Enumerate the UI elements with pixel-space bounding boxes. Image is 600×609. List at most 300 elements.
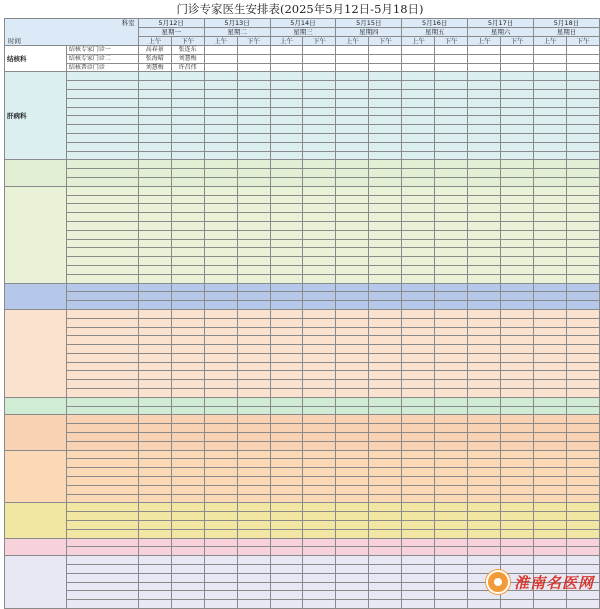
- doctor-cell: [468, 327, 501, 336]
- weekday-header: 星期四: [336, 28, 402, 37]
- doctor-cell: [270, 503, 303, 512]
- clinic-cell: [66, 538, 138, 547]
- doctor-cell: [369, 301, 402, 310]
- doctor-cell: [468, 160, 501, 169]
- doctor-cell: [468, 424, 501, 433]
- table-row: [5, 63, 600, 72]
- doctor-cell: [402, 169, 435, 178]
- doctor-cell: [270, 433, 303, 442]
- doctor-cell: [237, 213, 270, 222]
- clinic-cell: [66, 433, 138, 442]
- doctor-cell: [303, 98, 336, 107]
- clinic-cell: [66, 450, 138, 459]
- doctor-cell: [336, 107, 369, 116]
- doctor-cell: [402, 397, 435, 406]
- doctor-cell: [270, 230, 303, 239]
- doctor-cell: [435, 591, 468, 600]
- doctor-cell: [402, 213, 435, 222]
- doctor-cell: [369, 573, 402, 582]
- doctor-cell: [204, 512, 237, 521]
- weekday-header: 星期六: [468, 28, 534, 37]
- doctor-cell: [270, 521, 303, 530]
- doctor-cell: [435, 468, 468, 477]
- doctor-cell: [237, 538, 270, 547]
- doctor-cell: [204, 133, 237, 142]
- doctor-cell: [237, 459, 270, 468]
- doctor-cell: [336, 485, 369, 494]
- table-row: [5, 318, 600, 327]
- doctor-cell: [303, 565, 336, 574]
- doctor-cell: [303, 230, 336, 239]
- doctor-cell: [501, 406, 534, 415]
- doctor-cell: [303, 556, 336, 565]
- doctor-cell: [534, 265, 567, 274]
- doctor-cell: [336, 160, 369, 169]
- doctor-cell: [204, 72, 237, 81]
- doctor-cell: [468, 195, 501, 204]
- doctor-cell: [204, 116, 237, 125]
- doctor-cell: [468, 468, 501, 477]
- doctor-cell: [534, 274, 567, 283]
- date-header: 5月18日: [534, 19, 600, 28]
- doctor-cell: [534, 503, 567, 512]
- doctor-cell: [270, 151, 303, 160]
- doctor-cell: [336, 248, 369, 257]
- doctor-cell: [237, 424, 270, 433]
- clinic-cell: [66, 441, 138, 450]
- doctor-cell: [204, 345, 237, 354]
- doctor-cell: [138, 230, 171, 239]
- doctor-cell: [237, 371, 270, 380]
- doctor-cell: [237, 125, 270, 134]
- site-watermark: [486, 570, 594, 594]
- doctor-cell: [534, 485, 567, 494]
- doctor-cell: [534, 389, 567, 398]
- doctor-cell: [435, 98, 468, 107]
- doctor-cell: [369, 151, 402, 160]
- doctor-cell: [566, 477, 599, 486]
- doctor-cell: [171, 248, 204, 257]
- doctor-cell: [237, 389, 270, 398]
- date-header: 5月16日: [402, 19, 468, 28]
- doctor-cell: [270, 494, 303, 503]
- doctor-cell: [336, 177, 369, 186]
- clinic-cell: [66, 397, 138, 406]
- doctor-cell: [204, 46, 237, 55]
- doctor-cell: [435, 371, 468, 380]
- table-row: [5, 301, 600, 310]
- doctor-cell: [138, 81, 171, 90]
- doctor-cell: [566, 116, 599, 125]
- doctor-cell: [402, 327, 435, 336]
- clinic-cell: [66, 380, 138, 389]
- doctor-cell: [402, 230, 435, 239]
- doctor-cell: [566, 433, 599, 442]
- doctor-cell: [303, 538, 336, 547]
- doctor-cell: [204, 459, 237, 468]
- doctor-cell: [468, 389, 501, 398]
- doctor-cell: [435, 380, 468, 389]
- doctor-cell: [468, 204, 501, 213]
- doctor-cell: [369, 345, 402, 354]
- doctor-cell: [303, 133, 336, 142]
- doctor-cell: [566, 309, 599, 318]
- doctor-cell: [501, 63, 534, 72]
- department-cell: [5, 556, 67, 609]
- doctor-cell: [171, 556, 204, 565]
- weekday-header: 星期日: [534, 28, 600, 37]
- pm-header: 下午: [237, 37, 270, 46]
- doctor-cell: [237, 406, 270, 415]
- doctor-cell: [303, 248, 336, 257]
- doctor-cell: [566, 362, 599, 371]
- doctor-cell: [468, 265, 501, 274]
- doctor-cell: [138, 142, 171, 151]
- doctor-cell: [204, 89, 237, 98]
- doctor-cell: [468, 98, 501, 107]
- doctor-cell: [566, 257, 599, 266]
- doctor-cell: [402, 433, 435, 442]
- doctor-cell: [534, 309, 567, 318]
- doctor-cell: [402, 265, 435, 274]
- doctor-cell: [204, 177, 237, 186]
- doctor-cell: [336, 573, 369, 582]
- doctor-cell: [270, 116, 303, 125]
- doctor-cell: [501, 424, 534, 433]
- doctor-cell: [501, 81, 534, 90]
- doctor-cell: [566, 345, 599, 354]
- doctor-cell: [369, 415, 402, 424]
- doctor-cell: [369, 160, 402, 169]
- doctor-cell: [534, 213, 567, 222]
- doctor-cell: [435, 450, 468, 459]
- doctor-cell: [369, 406, 402, 415]
- doctor-cell: [138, 600, 171, 609]
- table-row: [5, 160, 600, 169]
- doctor-cell: [501, 380, 534, 389]
- doctor-cell: [138, 72, 171, 81]
- clinic-cell: [66, 512, 138, 521]
- doctor-cell: [435, 195, 468, 204]
- doctor-cell: [204, 81, 237, 90]
- department-cell: [5, 415, 67, 450]
- doctor-cell: [369, 81, 402, 90]
- doctor-cell: [171, 239, 204, 248]
- doctor-cell: [138, 450, 171, 459]
- doctor-cell: [171, 591, 204, 600]
- doctor-cell: [303, 345, 336, 354]
- doctor-cell: [138, 389, 171, 398]
- doctor-cell: [468, 248, 501, 257]
- doctor-cell: [336, 450, 369, 459]
- doctor-cell: [138, 406, 171, 415]
- doctor-cell: [566, 512, 599, 521]
- clinic-cell: [66, 248, 138, 257]
- doctor-cell: [171, 485, 204, 494]
- clinic-cell: [66, 309, 138, 318]
- doctor-cell: [566, 556, 599, 565]
- doctor-cell: [303, 353, 336, 362]
- department-cell: [5, 450, 67, 503]
- doctor-cell: [369, 565, 402, 574]
- doctor-cell: [270, 591, 303, 600]
- doctor-cell: [237, 98, 270, 107]
- doctor-cell: [369, 248, 402, 257]
- doctor-cell: [204, 274, 237, 283]
- doctor-cell: [402, 151, 435, 160]
- doctor-cell: [435, 133, 468, 142]
- doctor-cell: [501, 204, 534, 213]
- doctor-cell: [501, 477, 534, 486]
- doctor-cell: [534, 169, 567, 178]
- doctor-cell: [501, 89, 534, 98]
- doctor-cell: [270, 582, 303, 591]
- doctor-cell: [237, 292, 270, 301]
- table-row: [5, 441, 600, 450]
- doctor-cell: [435, 345, 468, 354]
- pm-header: 下午: [369, 37, 402, 46]
- doctor-cell: [204, 142, 237, 151]
- am-header: 上午: [270, 37, 303, 46]
- doctor-cell: [336, 547, 369, 556]
- doctor-cell: [237, 72, 270, 81]
- doctor-cell: [534, 81, 567, 90]
- doctor-cell: [534, 450, 567, 459]
- doctor-cell: [402, 81, 435, 90]
- doctor-cell: [566, 239, 599, 248]
- doctor-cell: [566, 274, 599, 283]
- doctor-cell: [303, 433, 336, 442]
- doctor-cell: [336, 503, 369, 512]
- doctor-cell: [534, 98, 567, 107]
- doctor-cell: [369, 336, 402, 345]
- table-row: [5, 600, 600, 609]
- doctor-cell: [468, 556, 501, 565]
- doctor-cell: [336, 54, 369, 63]
- clinic-cell: [66, 213, 138, 222]
- clinic-cell: [66, 327, 138, 336]
- doctor-cell: [171, 494, 204, 503]
- doctor-cell: [369, 98, 402, 107]
- doctor-cell: [171, 221, 204, 230]
- doctor-cell: [138, 503, 171, 512]
- doctor-cell: [237, 116, 270, 125]
- doctor-cell: [468, 353, 501, 362]
- doctor-cell: [237, 186, 270, 195]
- doctor-cell: [336, 477, 369, 486]
- doctor-cell: [138, 116, 171, 125]
- doctor-cell: [171, 186, 204, 195]
- doctor-cell: [501, 529, 534, 538]
- doctor-cell: [237, 573, 270, 582]
- doctor-cell: [402, 46, 435, 55]
- doctor-cell: [402, 107, 435, 116]
- doctor-cell: [534, 204, 567, 213]
- doctor-cell: [303, 380, 336, 389]
- doctor-cell: [270, 301, 303, 310]
- doctor-cell: [566, 380, 599, 389]
- doctor-cell: [204, 195, 237, 204]
- doctor-cell: [204, 327, 237, 336]
- doctor-cell: [566, 547, 599, 556]
- doctor-cell: [402, 345, 435, 354]
- doctor-cell: [501, 301, 534, 310]
- doctor-cell: [303, 204, 336, 213]
- doctor-cell: [435, 230, 468, 239]
- doctor-cell: [501, 274, 534, 283]
- doctor-cell: [435, 362, 468, 371]
- doctor-cell: [303, 336, 336, 345]
- doctor-cell: [468, 380, 501, 389]
- doctor-cell: [270, 556, 303, 565]
- doctor-cell: [138, 494, 171, 503]
- doctor-cell: [534, 415, 567, 424]
- department-cell: [5, 503, 67, 538]
- doctor-cell: [171, 433, 204, 442]
- doctor-cell: [534, 424, 567, 433]
- corner-dept-label: 科室: [121, 19, 135, 27]
- doctor-cell: [138, 547, 171, 556]
- doctor-cell: [138, 248, 171, 257]
- doctor-cell: [435, 327, 468, 336]
- doctor-cell: [138, 301, 171, 310]
- doctor-cell: [336, 116, 369, 125]
- doctor-cell: [270, 125, 303, 134]
- doctor-cell: [501, 441, 534, 450]
- doctor-cell: [237, 485, 270, 494]
- doctor-cell: [237, 309, 270, 318]
- doctor-cell: [303, 582, 336, 591]
- watermark-text: 淮南名医网: [513, 573, 594, 592]
- doctor-cell: [402, 362, 435, 371]
- doctor-cell: [534, 133, 567, 142]
- doctor-cell: [270, 353, 303, 362]
- doctor-cell: [303, 257, 336, 266]
- doctor-cell: [501, 309, 534, 318]
- doctor-cell: [336, 362, 369, 371]
- doctor-cell: [237, 142, 270, 151]
- clinic-cell: [66, 81, 138, 90]
- doctor-cell: [566, 151, 599, 160]
- doctor-cell: 张海晴: [138, 54, 171, 63]
- doctor-cell: [270, 547, 303, 556]
- doctor-cell: [468, 512, 501, 521]
- doctor-cell: [534, 538, 567, 547]
- doctor-cell: [501, 494, 534, 503]
- doctor-cell: [171, 309, 204, 318]
- doctor-cell: [204, 98, 237, 107]
- clinic-cell: [66, 125, 138, 134]
- doctor-cell: [303, 503, 336, 512]
- doctor-cell: [303, 371, 336, 380]
- clinic-cell: [66, 591, 138, 600]
- doctor-cell: [468, 459, 501, 468]
- doctor-cell: [468, 292, 501, 301]
- date-header-row: [5, 19, 600, 28]
- doctor-cell: [566, 160, 599, 169]
- pm-header: 下午: [566, 37, 599, 46]
- doctor-cell: [270, 133, 303, 142]
- doctor-cell: [501, 538, 534, 547]
- doctor-cell: [534, 406, 567, 415]
- doctor-cell: [204, 485, 237, 494]
- doctor-cell: [303, 274, 336, 283]
- doctor-cell: [402, 292, 435, 301]
- doctor-cell: [138, 424, 171, 433]
- doctor-cell: [237, 582, 270, 591]
- doctor-cell: [138, 565, 171, 574]
- doctor-cell: [303, 177, 336, 186]
- doctor-cell: 许昌伟: [171, 63, 204, 72]
- doctor-cell: [468, 213, 501, 222]
- am-header: 上午: [468, 37, 501, 46]
- doctor-cell: [369, 265, 402, 274]
- table-row: [5, 450, 600, 459]
- doctor-cell: [501, 257, 534, 266]
- doctor-cell: [435, 283, 468, 292]
- doctor-cell: [171, 265, 204, 274]
- doctor-cell: [204, 248, 237, 257]
- clinic-cell: [66, 415, 138, 424]
- doctor-cell: [336, 133, 369, 142]
- doctor-cell: [369, 521, 402, 530]
- doctor-cell: [534, 345, 567, 354]
- doctor-cell: [435, 81, 468, 90]
- doctor-cell: [534, 600, 567, 609]
- doctor-cell: [204, 230, 237, 239]
- doctor-cell: [204, 301, 237, 310]
- clinic-cell: [66, 169, 138, 178]
- table-row: [5, 468, 600, 477]
- doctor-cell: [303, 512, 336, 521]
- doctor-cell: [237, 397, 270, 406]
- doctor-cell: [566, 248, 599, 257]
- doctor-cell: [501, 142, 534, 151]
- doctor-cell: [270, 573, 303, 582]
- doctor-cell: [204, 151, 237, 160]
- doctor-cell: [171, 195, 204, 204]
- clinic-cell: 结核普诊门诊: [66, 63, 138, 72]
- doctor-cell: [369, 204, 402, 213]
- doctor-cell: [270, 169, 303, 178]
- doctor-cell: [468, 177, 501, 186]
- doctor-cell: [501, 327, 534, 336]
- doctor-cell: [204, 529, 237, 538]
- doctor-cell: [237, 600, 270, 609]
- doctor-cell: [501, 336, 534, 345]
- table-row: [5, 283, 600, 292]
- doctor-cell: [566, 485, 599, 494]
- doctor-cell: [402, 441, 435, 450]
- clinic-cell: [66, 362, 138, 371]
- doctor-cell: [336, 213, 369, 222]
- doctor-cell: [468, 142, 501, 151]
- doctor-cell: [501, 160, 534, 169]
- doctor-cell: [402, 54, 435, 63]
- doctor-cell: [138, 591, 171, 600]
- doctor-cell: [468, 450, 501, 459]
- doctor-cell: [138, 582, 171, 591]
- doctor-cell: [369, 600, 402, 609]
- date-header: 5月14日: [270, 19, 336, 28]
- am-header: 上午: [534, 37, 567, 46]
- doctor-cell: [566, 468, 599, 477]
- table-row: [5, 46, 600, 55]
- doctor-cell: [336, 283, 369, 292]
- doctor-cell: [204, 169, 237, 178]
- doctor-cell: [402, 485, 435, 494]
- doctor-cell: [534, 459, 567, 468]
